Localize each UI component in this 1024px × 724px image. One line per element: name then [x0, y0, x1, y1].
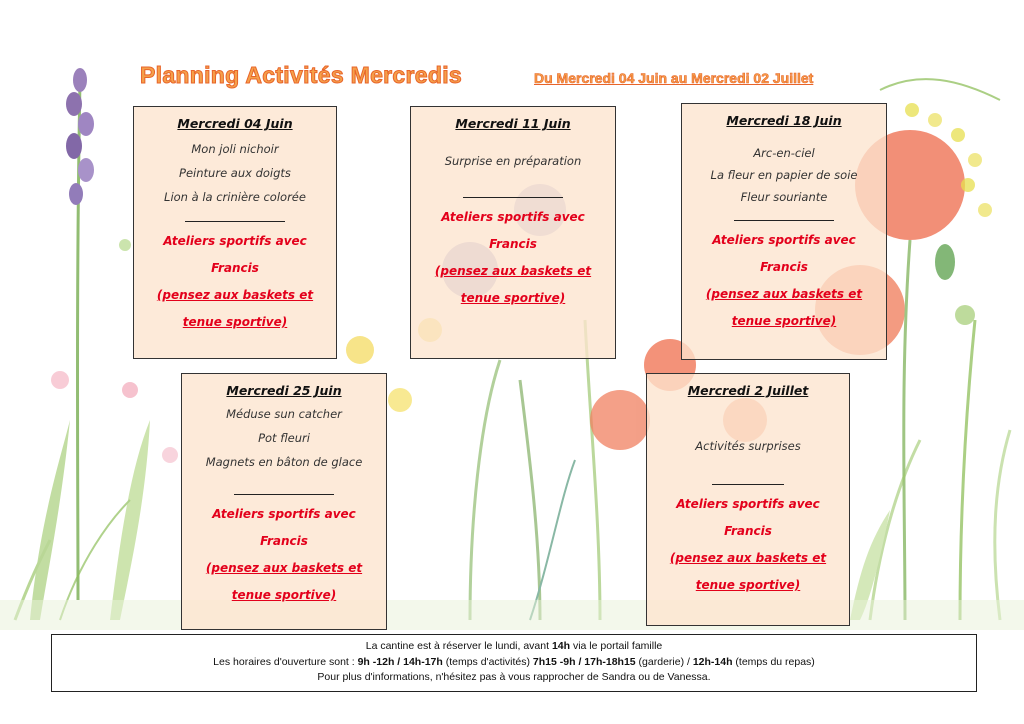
- card-day-title: Mercredi 04 Juin: [177, 116, 293, 131]
- activity-item: Fleur souriante: [740, 190, 828, 204]
- leaves-right: [850, 430, 1010, 620]
- separator-line: [234, 494, 334, 495]
- sport-line: (pensez aux baskets et: [434, 264, 592, 278]
- sport-line: Ateliers sportifs avec: [441, 210, 585, 224]
- lavender-left: [66, 68, 94, 600]
- sport-line: Ateliers sportifs avec: [712, 233, 856, 247]
- separator-line: [734, 220, 834, 221]
- card-day-title: Mercredi 18 Juin: [726, 113, 842, 128]
- activity-item: Pot fleuri: [258, 431, 310, 445]
- card-mercredi-04-juin: [133, 106, 337, 359]
- sport-line: tenue sportive): [731, 314, 837, 328]
- sport-line: Francis: [724, 524, 772, 538]
- date-range-subtitle: Du Mercredi 04 Juin au Mercredi 02 Juillet: [534, 70, 814, 86]
- card-day-title: Mercredi 25 Juin: [226, 383, 342, 398]
- footer-line-horaires: Les horaires d'ouverture sont : 9h -12h / 14h-17h (temps d'activités) 7h15 -9h / 17h-18h15 (garderie) / 12h-14h (temps du repas): [213, 655, 815, 668]
- footer-line-contact: Pour plus d'informations, n'hésitez pas à vous rapprocher de Sandra ou de Vanessa.: [317, 671, 711, 683]
- sport-line: (pensez aux baskets et: [669, 551, 827, 565]
- sport-line: Francis: [211, 261, 259, 275]
- sport-line: tenue sportive): [460, 291, 566, 305]
- activity-item: Arc-en-ciel: [753, 146, 815, 160]
- activity-item: Surprise en préparation: [444, 154, 582, 168]
- activity-item: La fleur en papier de soie: [710, 168, 858, 182]
- sport-line: (pensez aux baskets et: [156, 288, 314, 302]
- sport-line: Francis: [260, 534, 308, 548]
- activity-item: Magnets en bâton de glace: [205, 455, 363, 469]
- card-day-title: Mercredi 11 Juin: [455, 116, 571, 131]
- card-mercredi-11-juin: [410, 106, 616, 359]
- separator-line: [185, 221, 285, 222]
- card-mercredi-25-juin: [181, 373, 387, 630]
- info-footer: [51, 634, 977, 692]
- sport-line: Francis: [489, 237, 537, 251]
- activity-item: Activités surprises: [695, 439, 801, 453]
- sport-line: tenue sportive): [695, 578, 801, 592]
- sport-line: (pensez aux baskets et: [205, 561, 363, 575]
- separator-line: [463, 197, 563, 198]
- sport-line: tenue sportive): [231, 588, 337, 602]
- separator-line: [712, 484, 784, 485]
- sport-line: Ateliers sportifs avec: [212, 507, 356, 521]
- activity-item: Mon joli nichoir: [191, 142, 279, 156]
- sport-line: Ateliers sportifs avec: [676, 497, 820, 511]
- sport-line: Ateliers sportifs avec: [163, 234, 307, 248]
- page-title: Planning Activités Mercredis: [140, 62, 462, 88]
- sport-line: Francis: [760, 260, 808, 274]
- card-mercredi-2-juillet: [646, 373, 850, 626]
- activity-item: Méduse sun catcher: [226, 407, 342, 421]
- activity-item: Peinture aux doigts: [179, 166, 291, 180]
- sport-line: tenue sportive): [182, 315, 288, 329]
- footer-line-cantine: La cantine est à réserver le lundi, avant 14h via le portail famille: [365, 640, 663, 652]
- activity-item: Lion à la crinière colorée: [164, 190, 306, 204]
- card-day-title: Mercredi 2 Juillet: [687, 383, 809, 398]
- sport-line: (pensez aux baskets et: [705, 287, 863, 301]
- card-mercredi-18-juin: [681, 103, 887, 360]
